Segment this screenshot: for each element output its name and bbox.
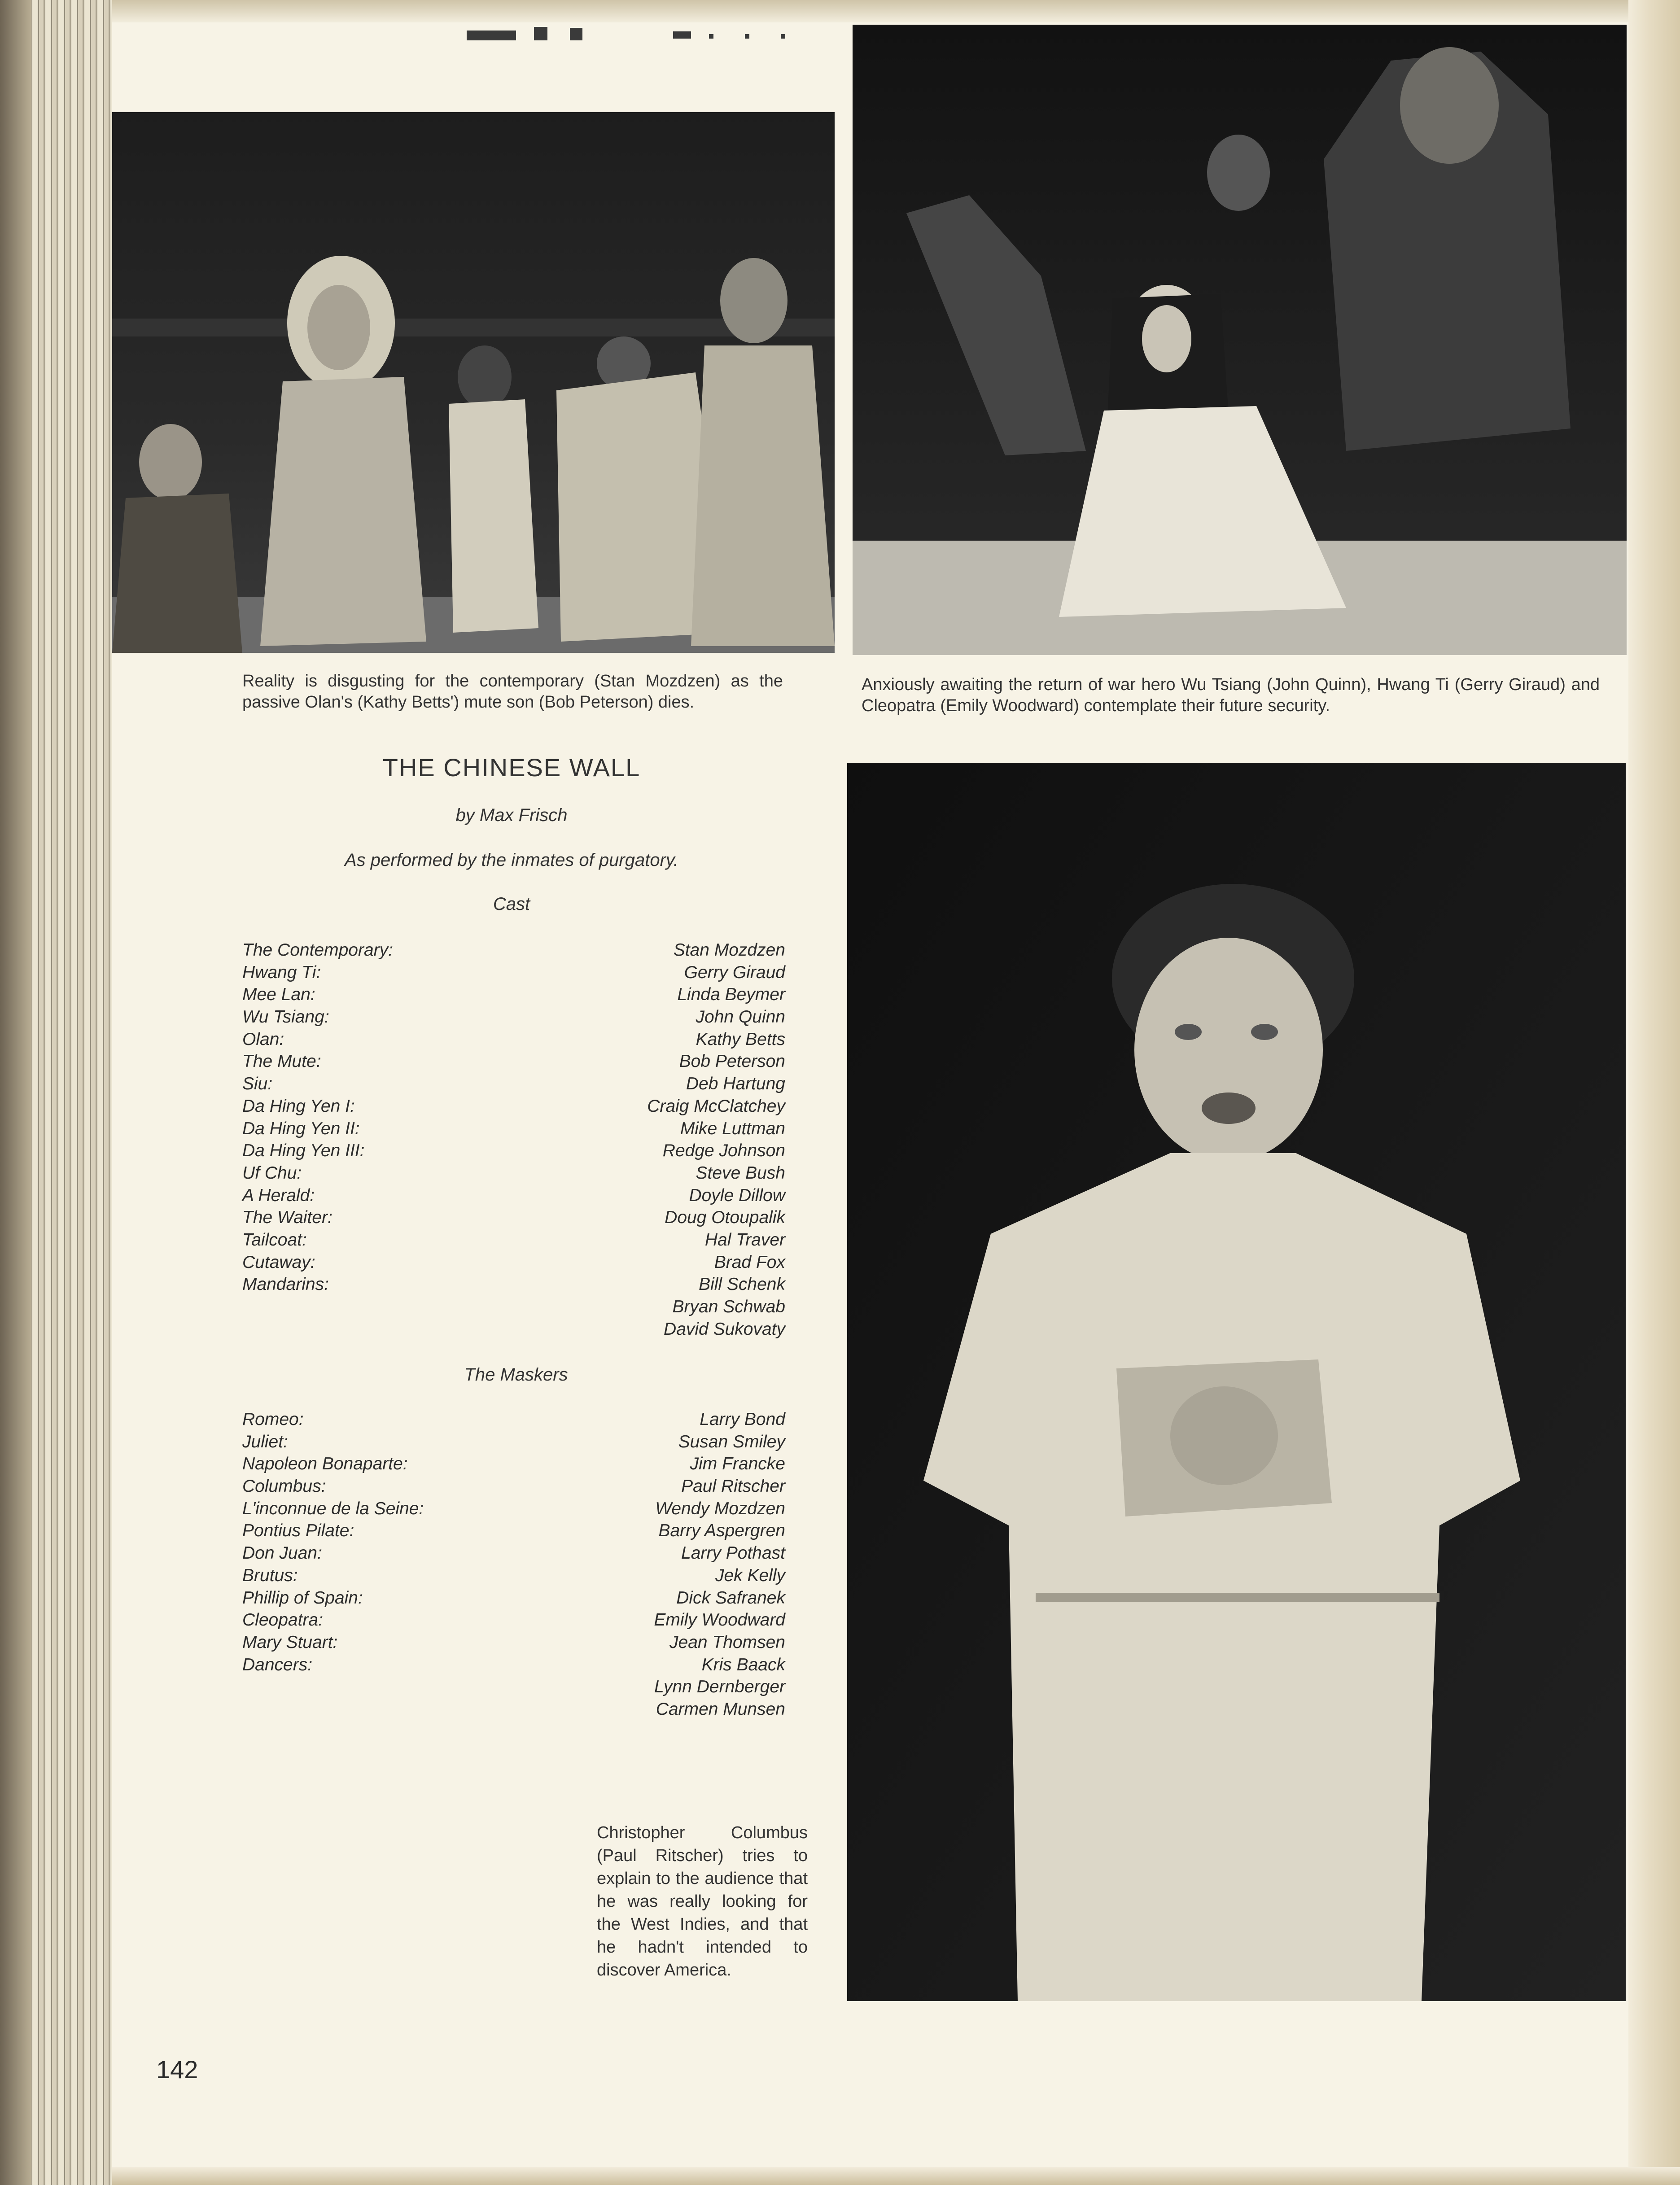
cast-role: The Waiter:	[242, 1208, 332, 1228]
masker-row	[242, 1408, 785, 1431]
cast-row	[242, 939, 785, 961]
cast-actor: Doyle Dillow	[689, 1185, 785, 1205]
cast-actor: Hal Traver	[704, 1230, 785, 1250]
masker-row	[242, 1453, 785, 1475]
cast-row	[242, 1206, 785, 1229]
masker-role: Brutus:	[242, 1565, 298, 1585]
cast-row	[242, 1318, 785, 1341]
masker-actor: Carmen Munsen	[656, 1699, 785, 1719]
masker-row	[242, 1676, 785, 1698]
cast-actor: Doug Otoupalik	[665, 1208, 785, 1228]
masker-actor: Wendy Mozdzen	[655, 1499, 785, 1518]
masker-role: Juliet:	[242, 1432, 288, 1451]
cast-role: Olan:	[242, 1029, 284, 1049]
cast-row	[242, 1095, 785, 1118]
cast-row	[242, 1073, 785, 1095]
cast-role: The Mute:	[242, 1052, 321, 1071]
cast-actor: Mike Luttman	[680, 1119, 785, 1138]
masker-row	[242, 1475, 785, 1498]
cast-row	[242, 961, 785, 984]
cast-list	[242, 939, 785, 1340]
cast-row	[242, 1162, 785, 1184]
masker-role: Napoleon Bonaparte:	[242, 1454, 408, 1474]
cast-role: Cutaway:	[242, 1252, 315, 1272]
photo-left-top	[112, 112, 835, 653]
masker-actor: Dick Safranek	[676, 1588, 785, 1608]
cast-row	[242, 1229, 785, 1251]
masker-actor: Lynn Dernberger	[654, 1677, 785, 1697]
masker-actor: Larry Pothast	[681, 1543, 785, 1563]
bleed-through-ink	[458, 22, 826, 43]
cast-role: Tailcoat:	[242, 1230, 307, 1250]
masker-row	[242, 1631, 785, 1654]
top-page-edge	[112, 0, 1680, 22]
cast-role: Hwang Ti:	[242, 962, 321, 982]
cast-row	[242, 1140, 785, 1162]
masker-row	[242, 1542, 785, 1564]
masker-row	[242, 1609, 785, 1631]
cast-row	[242, 1006, 785, 1028]
masker-row	[242, 1431, 785, 1453]
cast-role: Da Hing Yen I:	[242, 1096, 355, 1116]
masker-actor: Jim Francke	[690, 1454, 785, 1474]
photo-right-bottom	[847, 763, 1626, 2001]
masker-role: Pontius Pilate:	[242, 1521, 354, 1541]
masker-actor: Jek Kelly	[715, 1565, 785, 1585]
play-title: THE CHINESE WALL	[382, 753, 641, 782]
caption-right-top: Anxiously awaiting the return of war hero Wu Tsiang (John Quinn), Hwang Ti (Gerry Giraud) and Cleopatra (Emily Woodward) contemplate their future security.	[862, 675, 1600, 715]
cast-actor: Linda Beymer	[677, 985, 785, 1005]
cast-role: Da Hing Yen III:	[242, 1141, 365, 1161]
maskers-list	[242, 1408, 785, 1721]
masker-row	[242, 1654, 785, 1676]
cast-actor: Redge Johnson	[662, 1141, 785, 1161]
right-page-edge	[1628, 0, 1680, 2185]
masker-actor: Paul Ritscher	[681, 1477, 785, 1496]
cast-row	[242, 983, 785, 1006]
caption-columbus: Christopher Columbus (Paul Ritscher) tries to explain to the audience that he was really looking for the West Indies, and that he hadn't intended to discover America.	[597, 1823, 808, 1980]
masker-actor: Emily Woodward	[654, 1610, 785, 1630]
bottom-page-edge	[112, 2167, 1680, 2185]
cast-actor: Kathy Betts	[696, 1029, 785, 1049]
cast-row	[242, 1296, 785, 1318]
cast-role: Uf Chu:	[242, 1163, 302, 1183]
performed-by-line: As performed by the inmates of purgatory.	[344, 850, 679, 870]
photo-right-top	[853, 25, 1627, 655]
cast-role: Siu:	[242, 1074, 273, 1094]
masker-actor: Larry Bond	[700, 1410, 785, 1429]
cast-role: Da Hing Yen II:	[242, 1119, 360, 1138]
masker-role: Dancers:	[242, 1655, 313, 1674]
cast-row	[242, 1050, 785, 1073]
masker-role: Romeo:	[242, 1410, 304, 1429]
masker-role: Columbus:	[242, 1477, 326, 1496]
cast-actor: Brad Fox	[714, 1252, 785, 1272]
cast-row	[242, 1251, 785, 1274]
cast-actor: John Quinn	[696, 1007, 785, 1027]
masker-row	[242, 1498, 785, 1520]
masker-role: Cleopatra:	[242, 1610, 323, 1630]
cast-role: Mee Lan:	[242, 985, 315, 1005]
maskers-heading: The Maskers	[464, 1365, 568, 1385]
page-number: 142	[156, 2055, 198, 2084]
cast-actor: Gerry Giraud	[684, 962, 785, 982]
masker-role: Don Juan:	[242, 1543, 322, 1563]
caption-left-top: Reality is disgusting for the contemporary (Stan Mozdzen) as the passive Olan's (Kathy Betts') mute son (Bob Peterson) dies.	[242, 672, 783, 712]
masker-actor: Susan Smiley	[678, 1432, 785, 1451]
masker-role: Phillip of Spain:	[242, 1588, 363, 1608]
cast-row	[242, 1028, 785, 1051]
cast-actor: Bryan Schwab	[672, 1297, 785, 1316]
cast-heading: Cast	[493, 894, 530, 914]
masker-role: L'inconnue de la Seine:	[242, 1499, 424, 1518]
binding-shadow	[0, 0, 31, 2185]
masker-row	[242, 1520, 785, 1542]
masker-actor: Barry Aspergren	[658, 1521, 785, 1541]
cast-row	[242, 1273, 785, 1296]
masker-row	[242, 1587, 785, 1609]
cast-actor: David Sukovaty	[664, 1319, 785, 1339]
cast-role: The Contemporary:	[242, 940, 393, 960]
cast-row	[242, 1184, 785, 1207]
cast-actor: Bob Peterson	[679, 1052, 785, 1071]
masker-actor: Kris Baack	[701, 1655, 785, 1674]
masker-row	[242, 1564, 785, 1587]
cast-actor: Bill Schenk	[699, 1275, 785, 1294]
masker-role: Mary Stuart:	[242, 1632, 338, 1652]
play-author: by Max Frisch	[455, 805, 568, 825]
cast-role: A Herald:	[242, 1185, 315, 1205]
cast-role: Mandarins:	[242, 1275, 329, 1294]
cast-actor: Steve Bush	[696, 1163, 785, 1183]
masker-actor: Jean Thomsen	[669, 1632, 785, 1652]
masker-row	[242, 1698, 785, 1721]
cast-role: Wu Tsiang:	[242, 1007, 329, 1027]
cast-row	[242, 1118, 785, 1140]
cast-actor: Craig McClatchey	[647, 1096, 785, 1116]
cast-actor: Deb Hartung	[686, 1074, 785, 1094]
cast-actor: Stan Mozdzen	[673, 940, 785, 960]
